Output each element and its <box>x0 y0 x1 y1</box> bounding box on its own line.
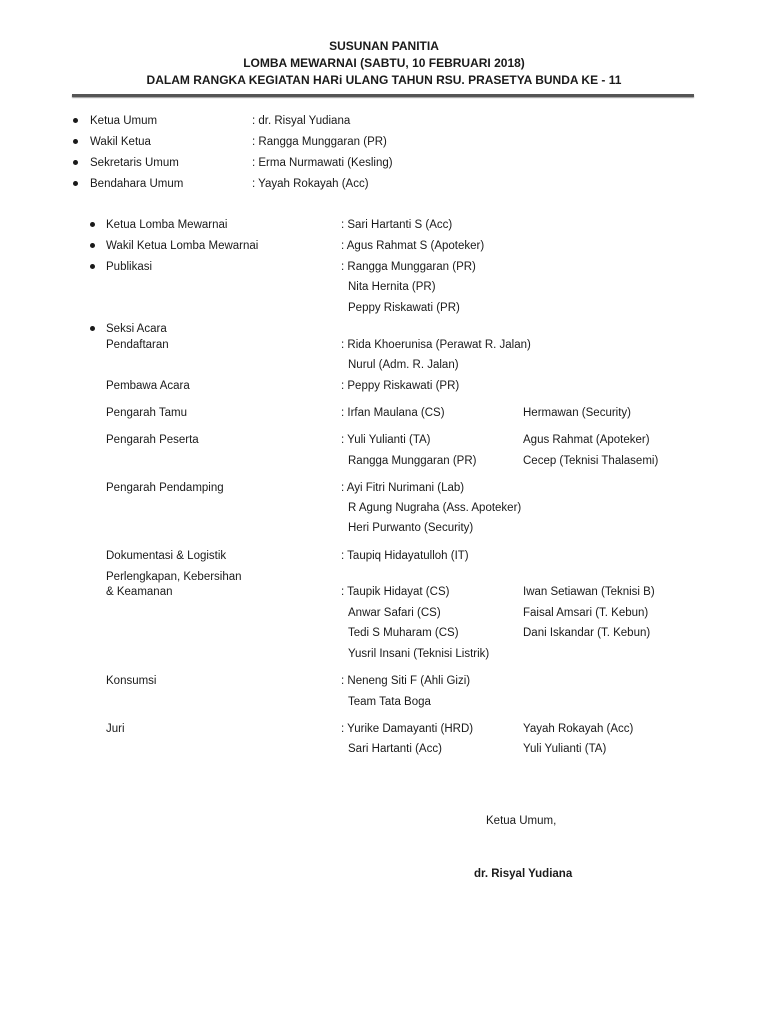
role-label: Wakil Ketua <box>90 136 151 148</box>
role-label: Sekretaris Umum <box>90 157 179 169</box>
role-label: Pendaftaran <box>106 339 169 351</box>
doc-title: SUSUNAN PANITIA <box>329 39 439 53</box>
member-name: : Taupiq Hidayatulloh (IT) <box>341 550 469 562</box>
member-name: : Yurike Damayanti (HRD) <box>341 723 474 735</box>
member-name: : Rangga Munggaran (PR) <box>252 136 387 148</box>
member-name: Hermawan (Security) <box>523 407 631 419</box>
section-heading: Seksi Acara <box>106 323 167 335</box>
member-name: Agus Rahmat (Apoteker) <box>523 434 650 446</box>
member-name: : Peppy Riskawati (PR) <box>341 380 460 392</box>
member-name: Yuli Yulianti (TA) <box>523 743 607 755</box>
bullet-icon <box>73 139 78 144</box>
member-name: : Rida Khoerunisa (Perawat R. Jalan) <box>341 339 531 351</box>
member-name: Sari Hartanti (Acc) <box>348 743 442 755</box>
member-name: R Agung Nugraha (Ass. Apoteker) <box>348 502 522 514</box>
header-divider <box>72 94 694 97</box>
role-label: Juri <box>106 723 125 735</box>
role-label: Perlengkapan, Kebersihan <box>106 571 242 583</box>
member-name: Iwan Setiawan (Teknisi B) <box>523 586 655 598</box>
member-name: Heri Purwanto (Security) <box>348 522 474 534</box>
member-name: : Rangga Munggaran (PR) <box>341 261 476 273</box>
member-name: Yayah Rokayah (Acc) <box>523 723 634 735</box>
member-name: Anwar Safari (CS) <box>348 607 441 619</box>
signature-name: dr. Risyal Yudiana <box>474 868 573 880</box>
bullet-icon <box>73 160 78 165</box>
member-name: : Yuli Yulianti (TA) <box>341 434 431 446</box>
member-name: : Erma Nurmawati (Kesling) <box>252 157 393 169</box>
member-name: Nurul (Adm. R. Jalan) <box>348 359 459 371</box>
bullet-icon <box>90 264 95 269</box>
role-label: Ketua Umum <box>90 115 158 127</box>
bullet-icon <box>73 118 78 123</box>
member-name: Cecep (Teknisi Thalasemi) <box>523 455 659 467</box>
member-name: Dani Iskandar (T. Kebun) <box>523 627 651 639</box>
role-label: Dokumentasi & Logistik <box>106 550 227 562</box>
member-name: : Neneng Siti F (Ahli Gizi) <box>341 675 471 687</box>
role-label: Bendahara Umum <box>90 178 184 190</box>
member-name: Yusril Insani (Teknisi Listrik) <box>348 648 490 660</box>
member-name: : Agus Rahmat S (Apoteker) <box>341 240 485 252</box>
role-label: Pengarah Pendamping <box>106 482 224 494</box>
member-name: : Ayi Fitri Nurimani (Lab) <box>341 482 465 494</box>
role-label: Pembawa Acara <box>106 380 190 392</box>
role-label: Pengarah Peserta <box>106 434 199 446</box>
member-name: Faisal Amsari (T. Kebun) <box>523 607 649 619</box>
doc-subtitle: LOMBA MEWARNAI (SABTU, 10 FEBRUARI 2018) <box>243 56 525 70</box>
member-name: : Yayah Rokayah (Acc) <box>252 178 369 190</box>
role-label: Ketua Lomba Mewarnai <box>106 219 228 231</box>
bullet-icon <box>73 181 78 186</box>
member-name: : Sari Hartanti S (Acc) <box>341 219 453 231</box>
member-name: : dr. Risyal Yudiana <box>252 115 351 127</box>
member-name: : Taupik Hidayat (CS) <box>341 586 450 598</box>
doc-subtitle-event: DALAM RANGKA KEGIATAN HARi ULANG TAHUN RSU. PRASETYA BUNDA KE - 11 <box>146 73 622 87</box>
role-label: Wakil Ketua Lomba Mewarnai <box>106 240 259 252</box>
bullet-icon <box>90 326 95 331</box>
member-name: Rangga Munggaran (PR) <box>348 455 477 467</box>
role-label: Publikasi <box>106 261 153 273</box>
role-label: Pengarah Tamu <box>106 407 187 419</box>
member-name: Peppy Riskawati (PR) <box>348 302 460 314</box>
signature-title: Ketua Umum, <box>486 815 557 827</box>
member-name: Nita Hernita (PR) <box>348 281 436 293</box>
member-name: : Irfan Maulana (CS) <box>341 407 445 419</box>
bullet-icon <box>90 243 95 248</box>
member-name: Tedi S Muharam (CS) <box>348 627 459 639</box>
role-label: Konsumsi <box>106 675 157 687</box>
member-name: Team Tata Boga <box>348 696 431 708</box>
bullet-icon <box>90 222 95 227</box>
role-label: & Keamanan <box>106 586 173 598</box>
